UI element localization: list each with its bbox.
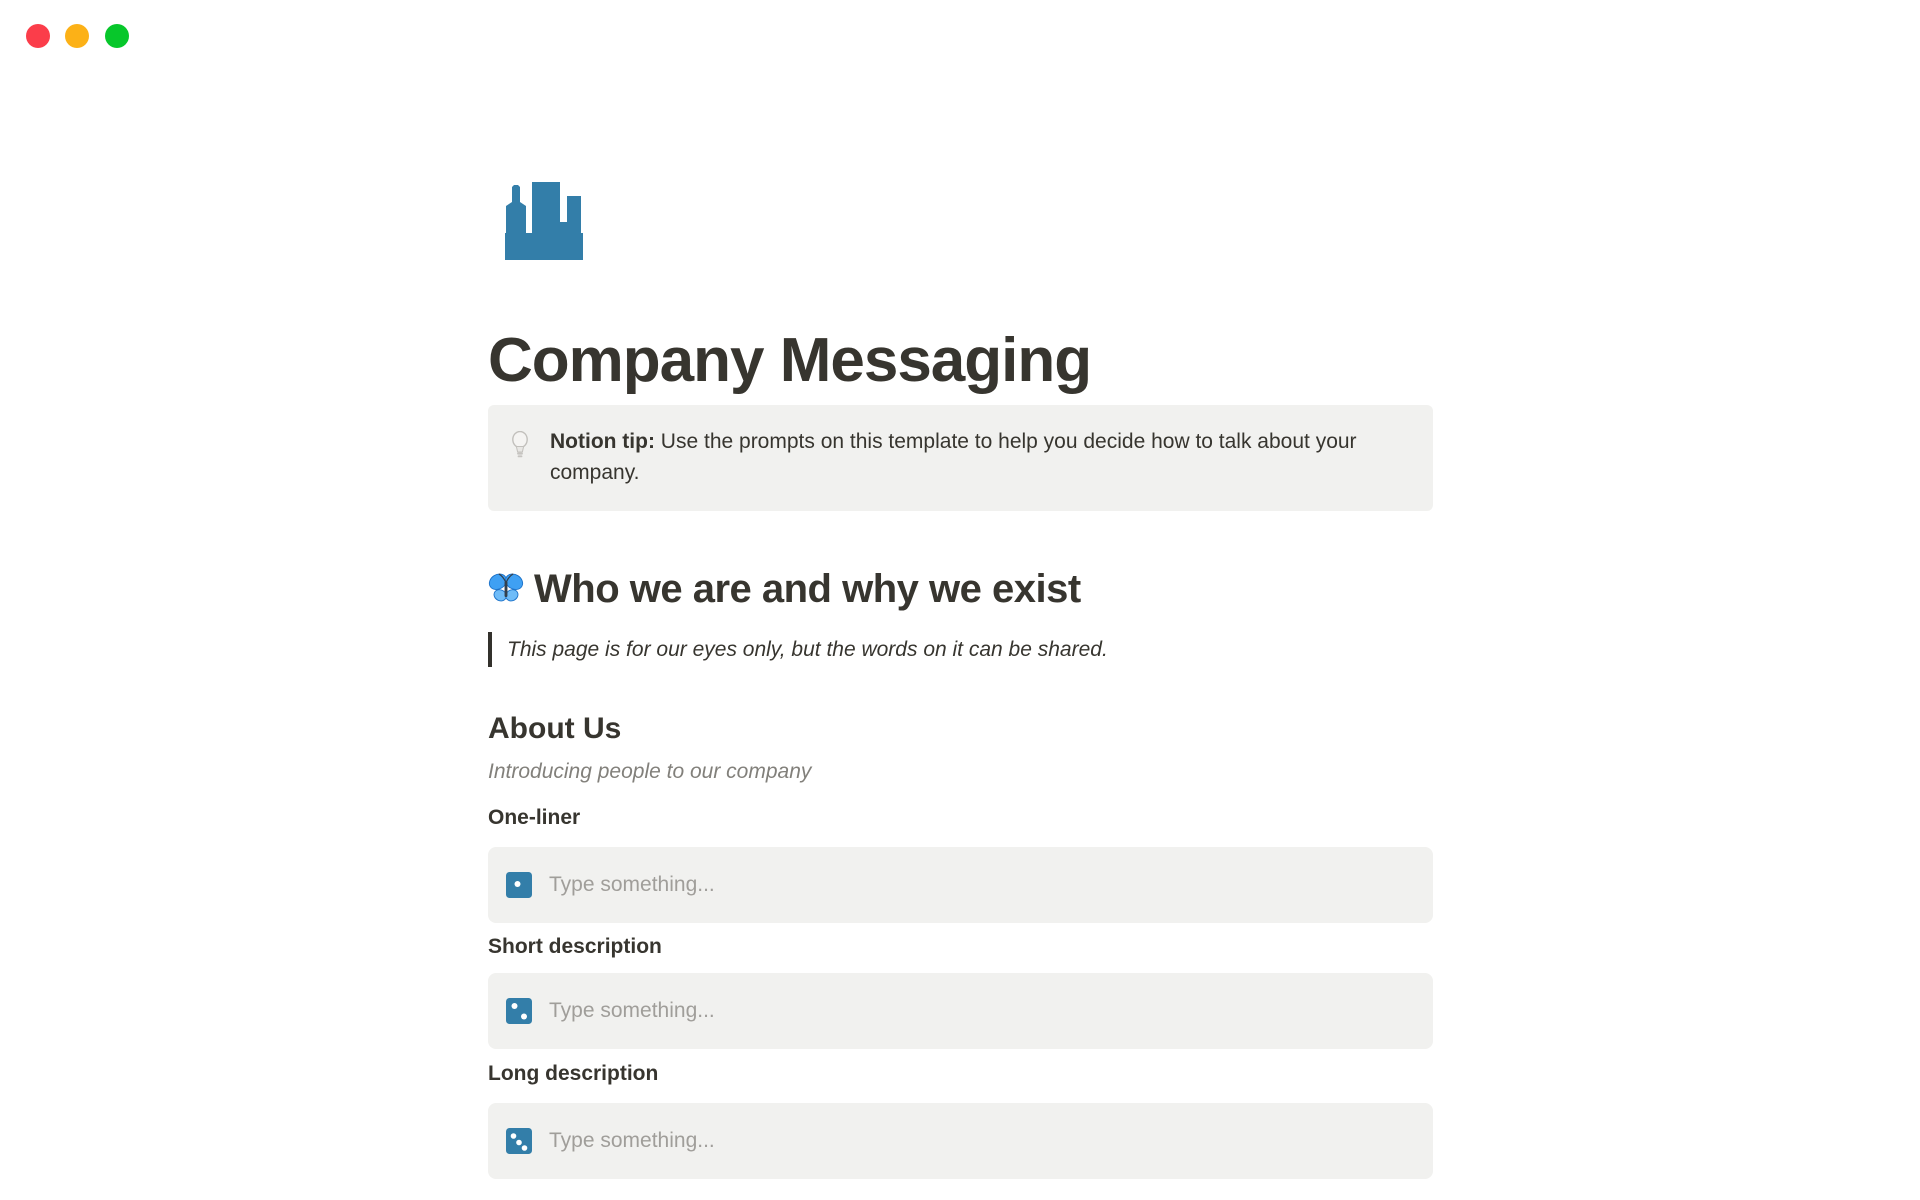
field-label-long-description: Long description <box>488 1062 659 1085</box>
short-description-input[interactable] <box>488 973 1433 1049</box>
section-heading <box>488 567 1081 611</box>
section-heading-text: Who we are and why we exist <box>534 566 1081 611</box>
dice-two-icon <box>506 998 532 1024</box>
close-button[interactable] <box>26 24 50 48</box>
long-description-input[interactable] <box>488 1103 1433 1179</box>
minimize-button[interactable] <box>65 24 89 48</box>
callout-lead: Notion tip: <box>550 430 655 453</box>
about-us-subtitle: Introducing people to our company <box>488 760 812 783</box>
butterfly-icon <box>488 571 524 607</box>
dice-three-icon <box>506 1128 532 1154</box>
one-liner-input[interactable] <box>488 847 1433 923</box>
about-us-heading: About Us <box>488 712 622 745</box>
light-bulb-icon <box>511 431 529 459</box>
short-description-placeholder: Type something... <box>549 999 715 1022</box>
long-description-placeholder: Type something... <box>549 1129 715 1152</box>
field-label-one-liner: One-liner <box>488 806 581 829</box>
quote-block: This page is for our eyes only, but the words on it can be shared. <box>488 632 1108 667</box>
zoom-button[interactable] <box>105 24 129 48</box>
one-liner-placeholder: Type something... <box>549 873 715 896</box>
callout-body: Use the prompts on this template to help you decide how to talk about your company. <box>550 430 1357 484</box>
dice-one-icon <box>506 872 532 898</box>
field-label-short-description: Short description <box>488 935 662 958</box>
notion-tip-callout[interactable] <box>488 405 1433 511</box>
callout-text <box>550 426 1408 488</box>
city-buildings-icon[interactable] <box>505 182 583 260</box>
page-title: Company Messaging <box>488 326 1092 395</box>
